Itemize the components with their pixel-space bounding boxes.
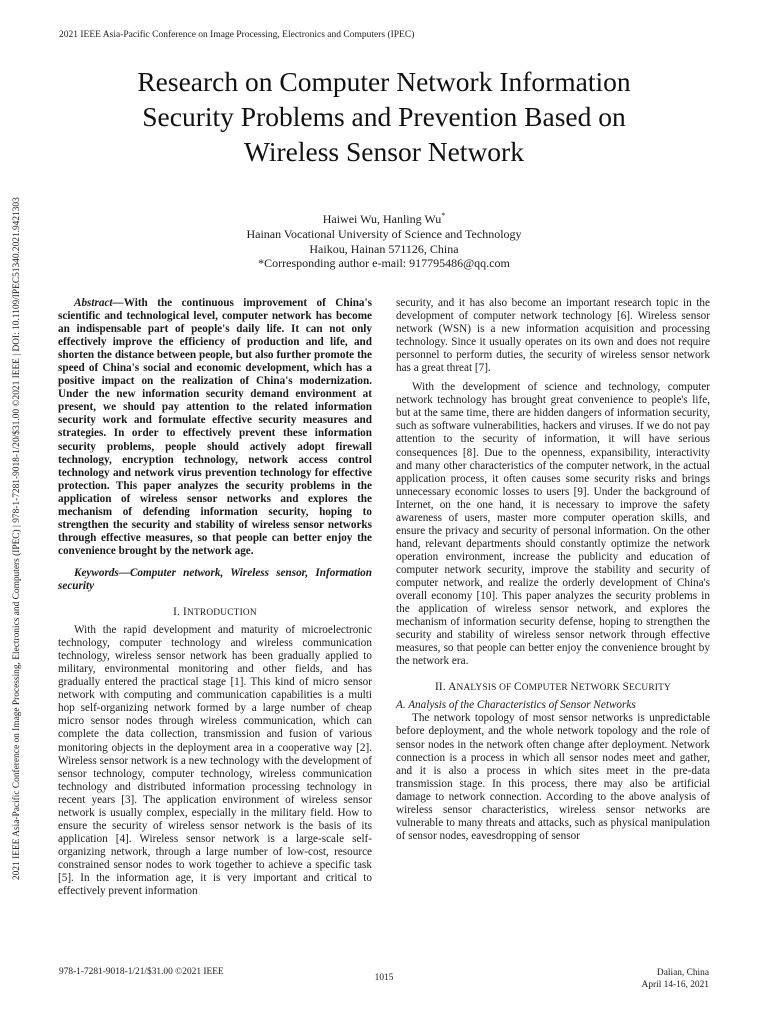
- footer-copyright: 978-1-7281-9018-1/21/$31.00 ©2021 IEEE: [59, 967, 224, 977]
- left-column: [58, 297, 372, 898]
- title-line-2: Security Problems and Prevention Based on: [142, 101, 626, 132]
- right-paragraph-3: The network topology of most sensor networks is unpredictable before deployment, and the whole network topology and the role of sensor nodes in the network often change after deployment. Network connection is a process in which all sensor nodes meet and gather, and it is also a process in which sites meet in the pre-data transmission stage. In this process, there may also be artificial damage to network connection. According to the above analysis of wireless sensor characteristics, wireless sensor networks are vulnerable to many threats and attacks, such as physical manipulation of sensor nodes, eavesdropping of sensor: [396, 712, 710, 842]
- footer-place: Dalian, China: [656, 968, 709, 978]
- authors: [84, 208, 684, 227]
- section-heading-introduction: I. INTRODUCTION: [173, 606, 257, 619]
- right-column: [396, 297, 710, 843]
- footer-location-date: [642, 967, 709, 991]
- affiliation-institution: Hainan Vocational University of Science and Technology: [246, 227, 522, 241]
- title-line-1: Research on Computer Network Information: [137, 66, 631, 97]
- title-line-3: Wireless Sensor Network: [244, 136, 524, 167]
- page-number: 1015: [374, 973, 394, 983]
- doi-side-strip: [10, 160, 24, 880]
- abstract-text: With the continuous improvement of China's scientific and technological level, computer network has become an indispensable part of people's daily life. It can not only effectively improve the efficiency of production and life, and shorten the distance between people, but also further promote the speed of China's social and economic development, which has a positive impact on the realization of China's modernization. Under the new information security demand environment at present, we should pay attention to the related information security work and formulate effective security measures and strategies. In order to effectively prevent these information security problems, people should actively adopt firewall technology, encryption technology, network access control technology and network virus prevention technology for effective protection. This paper analyzes the security problems in the application of wireless sensor networks and explores the mechanism of defending information security, hoping to strengthen the security and stability of wireless sensor networks through effective measures, so that people can better enjoy the convenience brought by the network age.: [58, 297, 372, 557]
- corresponding-email: *Corresponding author e-mail: 917795486@qq.com: [258, 256, 510, 270]
- doi-side-text: 2021 IEEE Asia-Pacific Conference on Image Processing, Electronics and Computers (IPEC) | 978-1-7281-9018-1/20/$31.00 ©2021 IEEE | DOI: 10.1109/IPEC51340.2021.9421303: [12, 197, 22, 880]
- corresponding-mark: *: [441, 211, 446, 220]
- affiliation-address: Haikou, Hainan 571126, China: [309, 242, 459, 256]
- abstract-lead: Abstract—: [74, 297, 124, 309]
- abstract: [58, 297, 372, 558]
- conference-header: 2021 IEEE Asia-Pacific Conference on Image Processing, Electronics and Computers (IPEC): [59, 30, 415, 40]
- subsection-heading: A. Analysis of the Characteristics of Sensor Networks: [396, 699, 636, 712]
- introduction-paragraph: With the rapid development and maturity of microelectronic technology, computer technology and wireless communication technology, wireless sensor network has been gradually applied to military, environmental monitoring and other fields, and has gradually entered the practical stage [1]. This kind of micro sensor network with computing and communication capabilities is a multi hop self-organizing network formed by a large number of cheap micro sensor nodes through wireless communication, which can complete the data collection, transmission and fusion of various monitoring objects in the deployment area in a cooperative way [2]. Wireless sensor network is a new technology with the development of sensor technology, computer technology, wireless communication technology and distributed information processing technology in recent years [3]. The application environment of wireless sensor network is usually complex, especially in the military field. How to ensure the security of wireless sensor network is the basis of its application [4]. Wireless sensor network is a large-scale self-organizing network, through a large number of low-cost, resource constrained sensor nodes to work together to achieve a specific task [5]. In the information age, it is very important and critical to effectively prevent information: [58, 624, 372, 898]
- paper-title: [80, 64, 688, 169]
- right-paragraph-2: With the development of science and technology, computer network technology has brought great convenience to people's life, but at the same time, there are hidden dangers of information security, such as software vulnerabilities, hackers and viruses. If we do not pay attention to the security of information, it will have serious consequences [8]. Due to the openness, expansibility, interactivity and many other characteristics of the computer network, in the actual application process, it often causes some security risks and brings unnecessary economic losses to users [9]. Under the background of Internet, on the one hand, it is necessary to improve the safety awareness of users, master more computer operation skills, and ensure the privacy and security of personal information. On the other hand, relevant departments should constantly optimize the network operation environment, increase the publicity and education of computer network security, improve the stability and security of computer network, and realize the orderly development of China's overall economy [10]. This paper analyzes the security problems in the application of wireless sensor network, and explores the mechanism of information security defense, hoping to strengthen the security and stability of wireless sensor network through effective measures, so that people can better enjoy the convenience brought by the network era.: [396, 381, 710, 668]
- keywords: Keywords—Computer network, Wireless sensor, Information security: [58, 566, 372, 592]
- author-names: Haiwei Wu, Hanling Wu: [322, 212, 442, 226]
- right-paragraph-1: security, and it has also become an important research topic in the development of computer network technology [6]. Wireless sensor network (WSN) is a new information acquisition and processing technology. Since it usually operates on its own and does not require personnel to perform duties, the security of wireless sensor network has a great threat [7].: [396, 297, 710, 375]
- section-heading-analysis: II. ANALYSIS OF COMPUTER NETWORK SECURITY: [434, 681, 672, 694]
- footer-date: April 14-16, 2021: [641, 980, 709, 990]
